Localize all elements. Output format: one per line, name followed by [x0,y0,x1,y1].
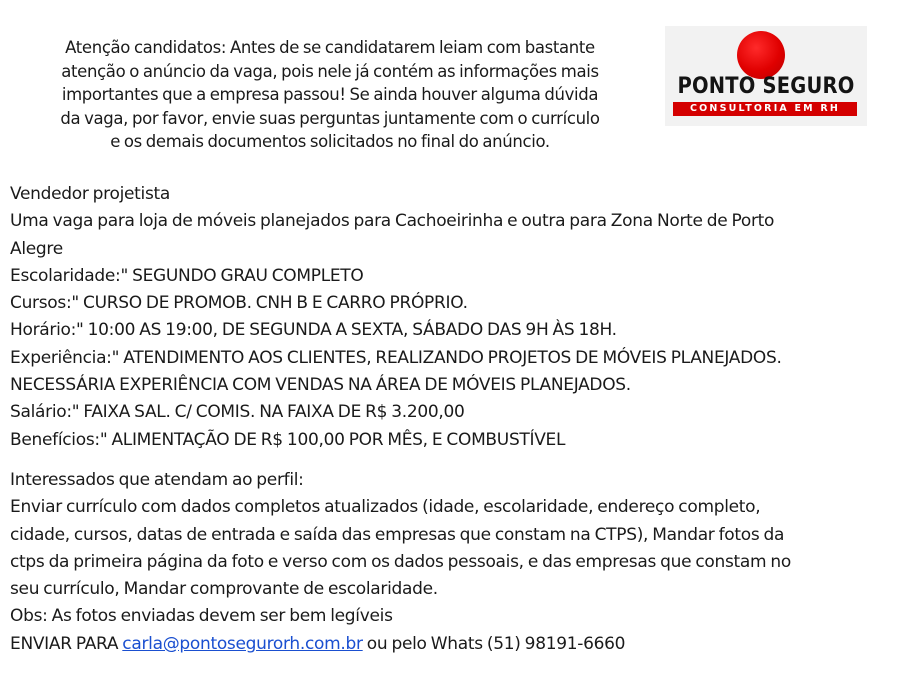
logo-company-name: PONTO SEGURO [677,72,855,99]
job-posting [10,181,894,658]
section-spacer [10,454,894,467]
candidate-notice [10,36,650,154]
job-description-line: Uma vaga para loja de móveis planejados para Cachoeirinha e outra para Zona Norte de Porto [10,211,775,232]
job-education: Escolaridade:" SEGUNDO GRAU COMPLETO [10,265,364,286]
notice-line: da vaga, por favor, envie suas perguntas juntamente com o currículo [60,108,600,128]
application-instruction-line: cidade, cursos, datas de entrada e saída das empresas que constam na CTPS), Mandar fotos da [10,524,785,545]
ponto-seguro-logo [665,26,867,126]
job-description-line: Alegre [10,238,63,259]
email-link[interactable]: carla@pontosegurorh.com.br [122,633,363,654]
notice-line: atenção o anúncio da vaga, pois nele já contém as informações mais [61,61,599,81]
send-to-line [10,631,894,658]
application-heading: Interessados que atendam ao perfil: [10,469,304,490]
job-benefits: Benefícios:" ALIMENTAÇÃO DE R$ 100,00 POR MÊS, E COMBUSTÍVEL [10,429,566,450]
application-instruction-line: ctps da primeira página da foto e verso com os dados pessoais, e das empresas que constam no [10,551,791,572]
job-salary: Salário:" FAIXA SAL. C/ COMIS. NA FAIXA DE R$ 3.200,00 [10,402,465,423]
job-title: Vendedor projetista [10,184,170,204]
job-courses: Cursos:" CURSO DE PROMOB. CNH B E CARRO PRÓPRIO. [10,293,468,314]
notice-line: e os demais documentos solicitados no final do anúncio. [110,132,550,151]
logo-subtitle-band: CONSULTORIA EM RH [673,102,857,116]
notice-line: Atenção candidatos: Antes de se candidatarem leiam com bastante [65,38,595,57]
notice-line: importantes que a empresa passou! Se ainda houver alguma dúvida [61,85,599,104]
application-instruction-line: seu currículo, Mandar comprovante de escolaridade. [10,579,438,600]
job-schedule: Horário:" 10:00 AS 19:00, DE SEGUNDA A SEXTA, SÁBADO DAS 9H ÀS 18H. [10,320,617,341]
send-prefix: ENVIAR PARA [10,633,123,654]
whatsapp-contact: ou pelo Whats (51) 98191-6660 [362,633,626,654]
application-instruction-line: Enviar currículo com dados completos atualizados (idade, escolaridade, endereço completo, [10,497,761,518]
application-note: Obs: As fotos enviadas devem ser bem legíveis [10,606,393,627]
job-experience-line: Experiência:" ATENDIMENTO AOS CLIENTES, REALIZANDO PROJETOS DE MÓVEIS PLANEJADOS. [10,347,782,368]
job-experience-line: NECESSÁRIA EXPERIÊNCIA COM VENDAS NA ÁREA DE MÓVEIS PLANEJADOS. [10,375,631,396]
